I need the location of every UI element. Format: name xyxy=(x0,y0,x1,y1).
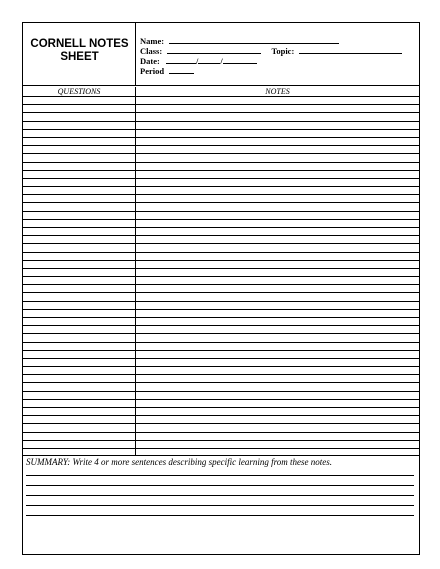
questions-header: QUESTIONS xyxy=(57,87,101,96)
ruled-line xyxy=(23,194,419,195)
class-field[interactable] xyxy=(167,45,261,54)
name-label: Name: xyxy=(140,36,165,46)
ruled-line xyxy=(23,96,419,97)
class-label: Class: xyxy=(140,46,163,56)
title-line-1: CORNELL NOTES xyxy=(30,38,129,50)
ruled-line xyxy=(23,284,419,285)
ruled-line xyxy=(23,202,419,203)
ruled-line xyxy=(23,448,419,449)
topic-label: Topic: xyxy=(271,46,295,56)
ruled-line xyxy=(23,432,419,433)
ruled-line xyxy=(23,415,419,416)
ruled-line xyxy=(23,112,419,113)
ruled-line xyxy=(23,121,419,122)
summary-prompt: SUMMARY: Write 4 or more sentences describing specific learning from these notes. xyxy=(26,457,333,467)
date-year-field[interactable] xyxy=(223,55,257,64)
ruled-line xyxy=(23,235,419,236)
summary-line xyxy=(26,505,414,506)
ruled-line xyxy=(23,178,419,179)
ruled-line xyxy=(23,333,419,334)
header xyxy=(23,23,419,86)
ruled-line xyxy=(23,374,419,375)
ruled-line xyxy=(23,292,419,293)
cornell-notes-sheet xyxy=(22,22,420,555)
ruled-line xyxy=(23,276,419,277)
notes-grid[interactable] xyxy=(23,96,419,456)
date-day-field[interactable] xyxy=(195,55,223,66)
period-label: Period xyxy=(140,66,165,76)
ruled-line xyxy=(23,268,419,269)
ruled-line xyxy=(23,227,419,228)
ruled-line xyxy=(23,309,419,310)
date-month-field[interactable] xyxy=(166,55,199,66)
ruled-line xyxy=(23,219,419,220)
date-separator: / xyxy=(195,56,199,66)
ruled-line xyxy=(23,391,419,392)
ruled-line xyxy=(23,382,419,383)
ruled-line xyxy=(23,170,419,171)
ruled-line xyxy=(23,162,419,163)
summary-line xyxy=(26,495,414,496)
ruled-line xyxy=(23,350,419,351)
period-field[interactable] xyxy=(169,65,194,74)
topic-field[interactable] xyxy=(299,45,402,54)
ruled-line xyxy=(23,252,419,253)
ruled-line xyxy=(23,407,419,408)
summary-line xyxy=(26,515,414,516)
name-field[interactable] xyxy=(169,35,339,44)
date-separator: / xyxy=(220,56,223,66)
ruled-line xyxy=(23,260,419,261)
ruled-line xyxy=(23,104,419,105)
ruled-line xyxy=(23,153,419,154)
summary-line xyxy=(26,475,414,476)
title-line-2: SHEET xyxy=(60,51,99,63)
summary-divider xyxy=(23,455,419,456)
period-row xyxy=(140,65,194,76)
ruled-line xyxy=(23,243,419,244)
ruled-line xyxy=(23,129,419,130)
ruled-line xyxy=(23,440,419,441)
ruled-line xyxy=(23,399,419,400)
summary-line xyxy=(26,485,414,486)
date-label: Date: xyxy=(140,56,160,66)
ruled-line xyxy=(23,186,419,187)
ruled-line xyxy=(23,317,419,318)
sheet-title xyxy=(23,38,136,64)
ruled-line xyxy=(23,137,419,138)
ruled-line xyxy=(23,358,419,359)
ruled-line xyxy=(23,145,419,146)
ruled-line xyxy=(23,301,419,302)
ruled-line xyxy=(23,366,419,367)
ruled-line xyxy=(23,211,419,212)
ruled-line xyxy=(23,325,419,326)
ruled-line xyxy=(23,342,419,343)
ruled-line xyxy=(23,423,419,424)
notes-header: NOTES xyxy=(265,87,290,96)
title-cell xyxy=(23,23,136,85)
column-divider xyxy=(135,87,136,456)
